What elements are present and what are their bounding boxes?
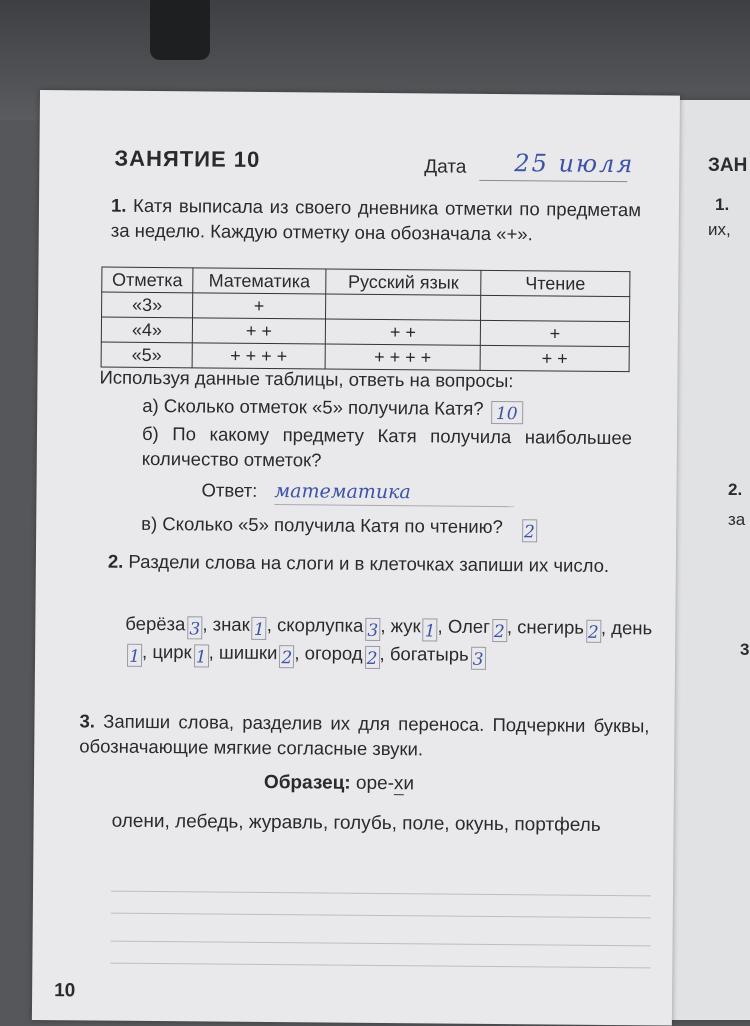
task1-body: Катя выписала из своего дневника отметки по предметам за неделю. Каждую отметку она обозначала «+». xyxy=(110,194,642,245)
date-line xyxy=(479,180,627,182)
word: богатырь xyxy=(389,643,469,665)
syllable-box[interactable] xyxy=(471,647,486,670)
syllable-count: 3 xyxy=(367,620,379,641)
syllable-count: 1 xyxy=(253,619,265,640)
writing-line[interactable] xyxy=(111,941,651,947)
word-item: день1 , xyxy=(125,617,652,662)
syllable-box[interactable] xyxy=(364,646,379,669)
word: знак xyxy=(212,613,250,635)
word-item: берёза 3 , xyxy=(125,612,208,640)
syllable-count: 1 xyxy=(424,621,436,642)
question-c xyxy=(141,511,537,542)
word: жук xyxy=(390,615,421,637)
next-page-text2: за xyxy=(728,510,746,529)
task3-text xyxy=(79,708,649,763)
answer-label: Ответ: xyxy=(201,479,258,501)
syllable-count: 2 xyxy=(366,648,378,669)
workbook-page xyxy=(32,90,680,1026)
answer-box-a[interactable] xyxy=(491,401,523,424)
sample-part: оре- xyxy=(355,772,395,795)
writing-line[interactable] xyxy=(111,891,651,897)
answer-a: 10 xyxy=(495,403,518,425)
sample-word xyxy=(356,773,414,795)
next-page-num2: 2. xyxy=(728,480,743,499)
lesson-label: ЗАНЯТИЕ xyxy=(114,145,227,172)
syllable-box[interactable] xyxy=(127,644,142,667)
syllable-box[interactable] xyxy=(187,616,202,639)
answer-box-c[interactable] xyxy=(522,519,537,542)
question-c-text: в) Сколько «5» получила Катя по чтению? xyxy=(141,512,503,538)
syllable-count: 2 xyxy=(587,622,599,643)
table-cell: + + + + xyxy=(192,343,325,369)
table-cell xyxy=(326,294,481,320)
syllable-box[interactable] xyxy=(492,619,507,642)
syllable-count: 3 xyxy=(472,649,484,670)
table-cell: + + xyxy=(480,345,629,371)
word: скорлупка xyxy=(276,614,364,636)
next-page-text: их, xyxy=(708,220,731,239)
table-cell: + + + + xyxy=(325,344,480,370)
lesson-number: 10 xyxy=(233,146,261,172)
question-a-text: а) Сколько отметок «5» получила Катя? xyxy=(142,394,484,419)
question-b: б) По какому предмету Катя получила наибольшее количество отметок? xyxy=(141,422,633,471)
word: снегирь xyxy=(517,616,585,638)
writing-line[interactable] xyxy=(111,913,651,919)
syllable-count: 1 xyxy=(195,647,207,668)
task1-text xyxy=(111,193,641,248)
task2-words xyxy=(125,611,655,672)
table-header: Чтение xyxy=(481,270,630,296)
word: шишки xyxy=(218,641,278,664)
next-page-title: ЗАН xyxy=(708,155,748,176)
word-item: знак 1 , xyxy=(212,613,272,640)
word-item: цирк 1 , xyxy=(152,641,214,668)
syllable-count: 1 xyxy=(129,646,141,667)
table-cell: «5» xyxy=(101,342,192,368)
syllable-box[interactable] xyxy=(279,645,294,668)
syllable-box[interactable] xyxy=(586,620,601,643)
syllable-box[interactable] xyxy=(422,618,437,641)
table-header: Русский язык xyxy=(326,269,481,295)
word-item: Олег 2 , xyxy=(447,615,513,643)
sample-part: и xyxy=(403,773,415,795)
sample-label: Образец: xyxy=(263,771,351,794)
syllable-box[interactable] xyxy=(365,618,380,641)
table-cell xyxy=(481,295,630,321)
word: Олег xyxy=(447,615,490,637)
date-label: Дата xyxy=(424,156,467,178)
answer-b xyxy=(201,477,514,507)
next-page-num1: 1. xyxy=(715,195,730,214)
table-cell: + xyxy=(193,293,326,319)
word-item: снегирь 2 , xyxy=(517,616,607,643)
syllable-count: 2 xyxy=(493,621,505,643)
answer-b-handwritten[interactable]: математика xyxy=(274,479,514,507)
writing-line[interactable] xyxy=(110,963,650,969)
task3-body: Запиши слова, разделив их для переноса. Подчеркни буквы, обозначающие мягкие согласные звуки. xyxy=(79,710,650,760)
task2-text xyxy=(108,549,648,579)
task1-instruction: Используя данные таблицы, ответь на вопросы: xyxy=(99,366,514,392)
task2-number: 2. xyxy=(107,550,124,572)
answer-c: 2 xyxy=(523,522,535,543)
task3-words: олени, лебедь, журавль, голубь, поле, окунь, портфель xyxy=(111,810,601,836)
table-cell: + + xyxy=(192,318,325,344)
word: цирк xyxy=(152,641,192,663)
task2-body: Раздели слова на слоги и в клеточках запиши их число. xyxy=(128,550,610,576)
word-item: шишки 2 , xyxy=(218,641,300,669)
date-handwritten: 25 июля xyxy=(514,149,635,179)
next-page-num3: 3 xyxy=(740,640,750,659)
syllable-box[interactable] xyxy=(252,617,267,640)
word: берёза xyxy=(125,612,186,635)
table-cell: + xyxy=(480,320,629,346)
lesson-title xyxy=(114,146,260,173)
word-item: огород 2 , xyxy=(304,642,385,669)
syllable-count: 3 xyxy=(189,619,201,640)
sample-underlined: х xyxy=(393,773,404,795)
syllable-box[interactable] xyxy=(194,644,209,667)
syllable-count: 2 xyxy=(281,648,293,669)
marks-table xyxy=(101,267,631,373)
sample xyxy=(264,772,414,795)
word: огород xyxy=(304,642,363,664)
word-item xyxy=(389,643,486,670)
word-item: жук 1 , xyxy=(390,615,443,642)
question-a xyxy=(142,393,523,424)
background-object xyxy=(150,0,210,60)
page-number: 10 xyxy=(54,980,76,1002)
table-cell: «3» xyxy=(102,292,193,318)
task1-number: 1. xyxy=(110,194,127,216)
table-header: Математика xyxy=(193,268,326,294)
table-cell: «4» xyxy=(101,317,192,343)
word: день xyxy=(611,617,653,639)
task3-number: 3. xyxy=(79,710,96,732)
table-header: Отметка xyxy=(102,267,193,293)
word-item: скорлупка 3 , xyxy=(276,614,386,641)
table-cell: + + xyxy=(325,319,480,345)
